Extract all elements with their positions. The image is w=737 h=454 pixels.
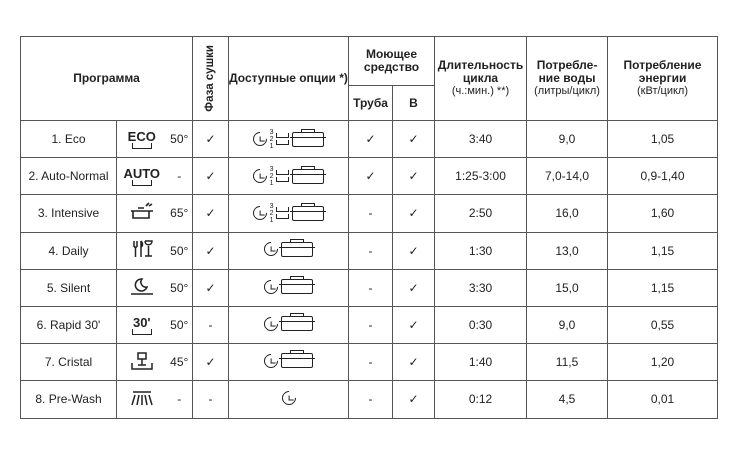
level-number: 1	[269, 216, 274, 224]
duration-value: 0:30	[435, 306, 527, 343]
options-cell	[229, 121, 349, 158]
water-value: 16,0	[527, 195, 608, 232]
program-icon	[117, 344, 167, 381]
tube-mark: ✓	[349, 158, 393, 195]
program-name: 2. Auto-Normal	[21, 158, 117, 195]
level-number: 3	[269, 128, 274, 136]
level-number: 1	[269, 179, 274, 187]
table-row	[21, 232, 718, 269]
rack-bar	[276, 214, 289, 219]
b-mark: ✓	[393, 121, 435, 158]
tube-mark: -	[349, 344, 393, 381]
duration-value: 3:30	[435, 269, 527, 306]
program-icon	[117, 195, 167, 232]
header-b: В	[393, 86, 435, 121]
tube-mark: -	[349, 306, 393, 343]
delay-timer-icon	[250, 129, 270, 149]
program-name: 5. Silent	[21, 269, 117, 306]
level-number: 3	[269, 165, 274, 173]
program-icon	[117, 269, 167, 306]
header-duration-label: Длительность цикла	[437, 58, 524, 85]
program-temperature: 45°	[167, 344, 193, 381]
duration-value: 0:12	[435, 381, 527, 418]
table-row	[21, 195, 718, 232]
water-value: 9,0	[527, 121, 608, 158]
program-icon	[117, 381, 167, 418]
program-temperature: 50°	[167, 306, 193, 343]
program-icon-text: AUTO	[123, 165, 161, 181]
energy-value: 1,20	[608, 344, 718, 381]
level-numbers	[270, 203, 274, 224]
half-load-basket-icon	[281, 353, 313, 368]
options-cell	[229, 195, 349, 232]
b-mark: ✓	[393, 232, 435, 269]
header-water	[527, 37, 608, 121]
program-temperature: 65°	[167, 195, 193, 232]
drying-mark: ✓	[193, 232, 229, 269]
rack-level-icon	[276, 207, 289, 219]
options-group	[264, 353, 313, 368]
tube-mark: ✓	[349, 121, 393, 158]
header-energy	[608, 37, 718, 121]
glass-icon	[129, 351, 155, 373]
half-load-basket-icon	[292, 132, 324, 147]
energy-value: 1,15	[608, 269, 718, 306]
options-group	[253, 166, 325, 187]
header-duration-unit: (ч.:мин.) **)	[451, 85, 510, 97]
water-value: 4,5	[527, 381, 608, 418]
table-row	[21, 269, 718, 306]
drying-mark: -	[193, 306, 229, 343]
drying-mark: ✓	[193, 158, 229, 195]
header-drying	[193, 37, 229, 121]
b-mark: ✓	[393, 344, 435, 381]
table-row	[21, 158, 718, 195]
header-water-unit: (литры/цикл)	[534, 85, 600, 97]
rack-bar	[276, 140, 289, 145]
b-mark: ✓	[393, 306, 435, 343]
rack-level-icon	[276, 133, 289, 145]
options-group	[264, 279, 313, 294]
program-name: 4. Daily	[21, 232, 117, 269]
options-group	[264, 316, 313, 331]
energy-value: 0,01	[608, 381, 718, 418]
program-temperature: 50°	[167, 269, 193, 306]
options-cell	[229, 344, 349, 381]
program-label-icon	[128, 130, 156, 149]
options-group	[253, 203, 325, 224]
water-value: 13,0	[527, 232, 608, 269]
header-energy-unit: (кВт/цикл)	[637, 85, 689, 97]
rack-bar	[276, 170, 289, 175]
half-load-basket-icon	[281, 316, 313, 331]
program-icon	[117, 232, 167, 269]
header-water-label: Потребле-ние воды	[536, 58, 598, 85]
options-group	[253, 129, 325, 150]
duration-value: 3:40	[435, 121, 527, 158]
header-detergent: Моющее средство	[349, 37, 435, 86]
program-name: 8. Pre-Wash	[21, 381, 117, 418]
delay-timer-icon	[261, 277, 281, 297]
options-cell	[229, 269, 349, 306]
level-number: 1	[269, 142, 274, 150]
table-row	[21, 344, 718, 381]
header-program: Программа	[21, 37, 193, 121]
options-cell	[229, 158, 349, 195]
tube-mark: -	[349, 269, 393, 306]
options-group	[264, 242, 313, 257]
options-cell	[229, 306, 349, 343]
duration-value: 2:50	[435, 195, 527, 232]
duration-value: 1:40	[435, 344, 527, 381]
program-icon	[117, 121, 167, 158]
water-value: 9,0	[527, 306, 608, 343]
energy-value: 1,15	[608, 232, 718, 269]
header-energy-label: Потребление энергии	[623, 58, 702, 85]
moon-icon	[129, 276, 155, 298]
options-cell	[229, 232, 349, 269]
water-value: 15,0	[527, 269, 608, 306]
energy-value: 0,55	[608, 306, 718, 343]
delay-timer-icon	[250, 204, 270, 224]
program-table	[20, 36, 718, 419]
program-name: 3. Intensive	[21, 195, 117, 232]
pot-icon	[129, 202, 155, 224]
program-name: 6. Rapid 30'	[21, 306, 117, 343]
b-mark: ✓	[393, 269, 435, 306]
energy-value: 1,60	[608, 195, 718, 232]
program-label-icon	[132, 316, 152, 335]
header-tube: Труба	[349, 86, 393, 121]
delay-timer-icon	[261, 240, 281, 260]
delay-timer-icon	[261, 314, 281, 334]
b-mark: ✓	[393, 195, 435, 232]
rack-bar	[276, 207, 289, 212]
header-options: Доступные опции *)	[229, 37, 349, 121]
drying-mark: ✓	[193, 195, 229, 232]
level-number: 2	[269, 135, 274, 143]
level-number: 2	[269, 172, 274, 180]
half-load-basket-icon	[281, 242, 313, 257]
half-load-basket-icon	[292, 206, 324, 221]
rack-level-icon	[276, 170, 289, 182]
water-value: 7,0-14,0	[527, 158, 608, 195]
header-duration	[435, 37, 527, 121]
rack-bar	[276, 133, 289, 138]
program-name: 7. Cristal	[21, 344, 117, 381]
drying-mark: -	[193, 381, 229, 418]
program-name: 1. Eco	[21, 121, 117, 158]
table-row	[21, 121, 718, 158]
program-icon	[117, 158, 167, 195]
duration-value: 1:25-3:00	[435, 158, 527, 195]
program-label-icon	[123, 167, 160, 186]
program-icon	[117, 306, 167, 343]
water-value: 11,5	[527, 344, 608, 381]
spray-icon	[129, 388, 155, 410]
delay-timer-icon	[261, 351, 281, 371]
program-temperature: -	[167, 381, 193, 418]
options-cell	[229, 381, 349, 418]
drying-mark: ✓	[193, 344, 229, 381]
tube-mark: -	[349, 232, 393, 269]
duration-value: 1:30	[435, 232, 527, 269]
program-temperature: 50°	[167, 232, 193, 269]
table-row	[21, 381, 718, 418]
rack-bar	[276, 177, 289, 182]
half-load-basket-icon	[292, 169, 324, 184]
program-temperature: 50°	[167, 121, 193, 158]
energy-value: 0,9-1,40	[608, 158, 718, 195]
level-numbers	[270, 129, 274, 150]
level-number: 2	[269, 209, 274, 217]
cutlery-glass-icon	[129, 239, 155, 261]
program-temperature: -	[167, 158, 193, 195]
drying-mark: ✓	[193, 121, 229, 158]
tube-mark: -	[349, 195, 393, 232]
table-row	[21, 306, 718, 343]
b-mark: ✓	[393, 381, 435, 418]
program-icon-text: 30'	[132, 314, 151, 330]
header-drying-label: Фаза сушки	[204, 45, 217, 112]
drying-mark: ✓	[193, 269, 229, 306]
delay-timer-icon	[250, 166, 270, 186]
half-load-basket-icon	[281, 279, 313, 294]
options-group	[282, 391, 296, 405]
level-numbers	[270, 166, 274, 187]
tube-mark: -	[349, 381, 393, 418]
energy-value: 1,05	[608, 121, 718, 158]
level-number: 3	[269, 202, 274, 210]
b-mark: ✓	[393, 158, 435, 195]
delay-timer-icon	[279, 388, 299, 408]
program-icon-text: ECO	[127, 128, 156, 144]
